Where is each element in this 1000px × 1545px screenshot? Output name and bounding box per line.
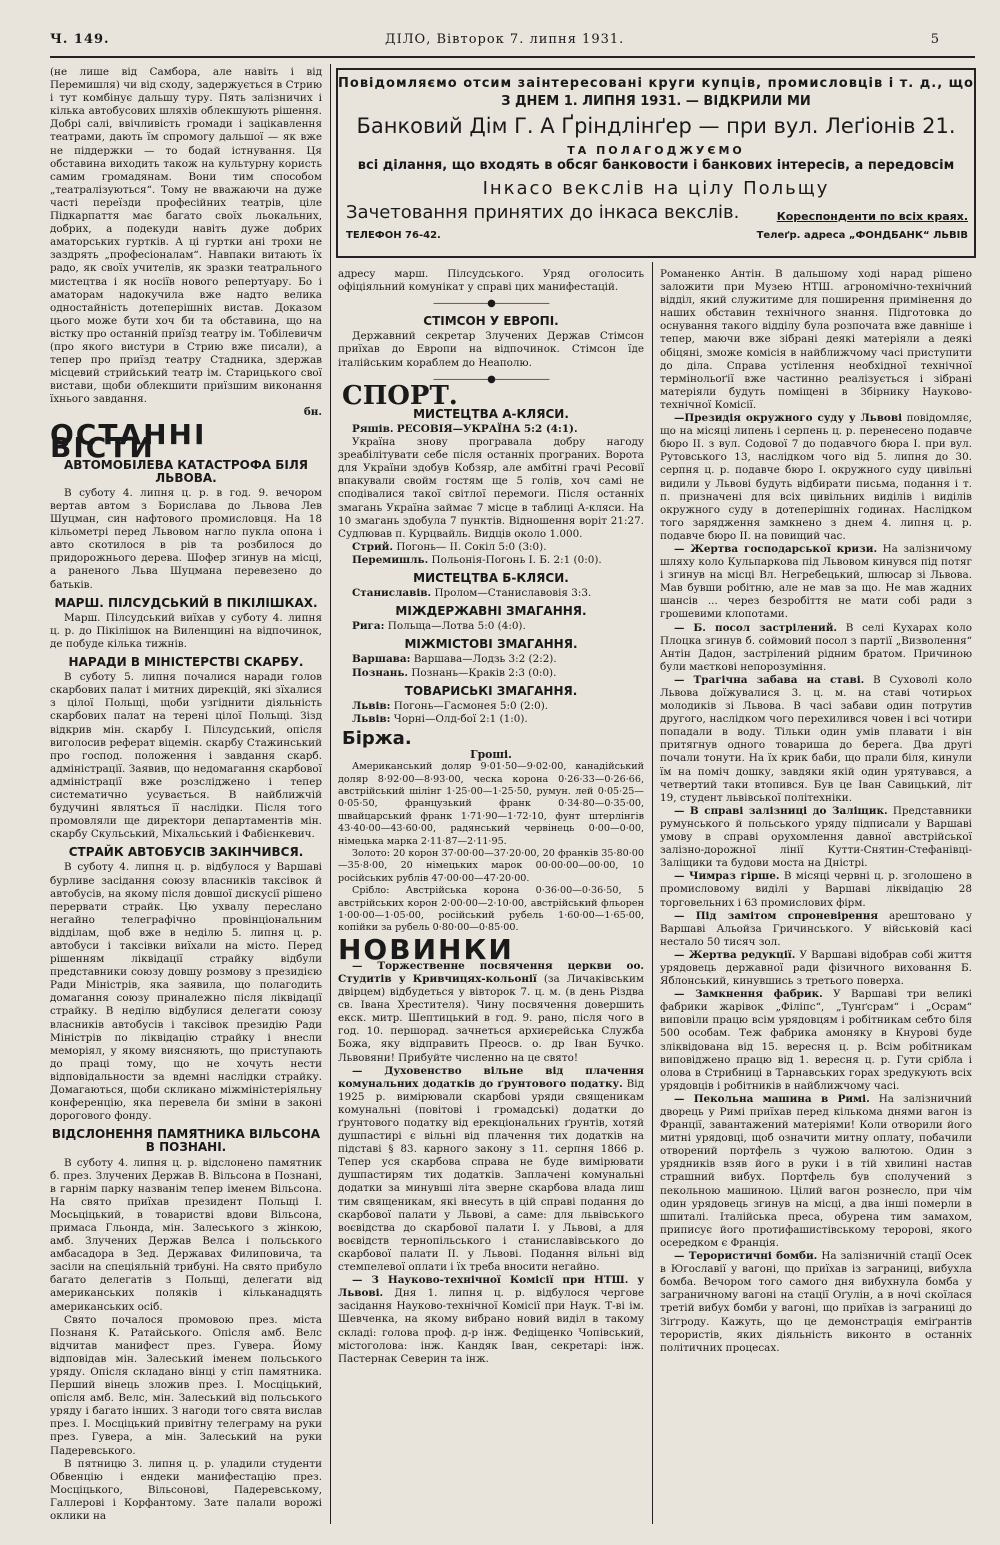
exchange-money: Американський доляр 9·01·50—9·02·00, канадійський доляр 8·92·00—8·93·00, ческа корона 0·26·33—0·26·66, австрійський шілінг 1·25·00—1·25·50, румун. лей 0·05·25—0·05·50, французький франк 0·34·80—0·35·00, швайцарський франк 1·71·90—1·72·10, фунт штерлінгів 43·40·00—43·60·00, радянський червінець 0·00—0·00, німецька марка 2·11·87—2·11·95. <box>338 761 644 847</box>
article-body: В суботу 4. липня ц. р. відслонено памятник б. през. Злучених Держав В. Вільсона в Познані, в гарнім парку названім тепер іменем Вільсона. На свято приїхав президент Польщі І. Мосьціцький, в товаристві вдови Вільсона, примаса Гльонда, мін. Залеського з жінкою, амб. Злучених Держав Велса і польського амбасадора в Зед. Державах Филиповича, та засіли на спеціяльній трибуні. На свято прибуло багато делегатів з Польщі, делегати від американських поляків і кільканадцять американських осіб. <box>50 1156 322 1313</box>
sport-section-title: ТОВАРИСЬКІ ЗМАГАННЯ. <box>404 683 578 698</box>
sport-section-title: МИСТЕЦТВА А-КЛЯСИ. <box>413 406 569 421</box>
ad-line-7: Зачетовання принятих до інкаса векслів. <box>346 202 740 223</box>
news-item: — Чимраз гірше. В місяці червні ц. р. зголошено в промисловому виділі у Варшаві ліквідацію 28 торговельних і 63 промислових фірм. <box>660 870 972 909</box>
bank-advertisement <box>336 68 976 258</box>
sport-section-title: МІЖМІСТОВІ ЗМАГАННЯ. <box>404 637 578 652</box>
ornament-divider: ——————●—————— <box>433 298 549 310</box>
match-result: Станиславів. Пролом—Станиславовія 3:3. <box>352 587 592 600</box>
exchange-subheading: Гроші. <box>470 748 512 761</box>
ad-line-2: З ДНЕМ 1. ЛИПНЯ 1931. — ВІДКРИЛИ МИ <box>501 94 811 109</box>
article-body: Свято почалося промовою през. міста Познаня К. Ратайського. Опісля амб. Велс відчитав манифест през. Гувера. Йому відповідав мін. Залеський іменем польського уряду. Опісля складано вінці у стіп памятника. Перший вінець зложив през. І. Мосціцький, опісля амб. Велс, мін. Залеський від польського уряду і багато інших. З нагоди того свята вислав през. І. Мосціцький привітну телеграму на руки през. Гувера, а мін. Залеський на руки Падеревського. <box>50 1313 322 1457</box>
ad-phone: ТЕЛЕФОН 76-42. <box>346 230 441 241</box>
match-result: Варшава: Варшава—Лодзь 3:2 (2:2). <box>352 653 557 666</box>
article-title: АВТОМОБІЛЕВА КАТАСТРОФА БІЛЯ ЛЬВОВА. <box>63 457 309 485</box>
news-item: — Трагічна забава на ставі. В Суховолі коло Львова доїжувалися 3. ц. м. на ставі чотирьох молодиків зі Львова. В часі забави один потрутив другого, наслідком чого перехилився човен і всі чотири попадали в воду. Тільки один умів плавати і він притягнув одного товариша до берега. Два другі почали тонути. На їх крик баби, що прали біля, кинули їм на поміч дошку, завдяки якій один урятувався, а четвертий таки втопився. Був це Іван Савицький, літ 19, студент львівської політехніки. <box>660 673 972 804</box>
ad-correspondents: Кореспонденти по всіх краях. <box>776 210 968 223</box>
sport-section-title: МІЖДЕРЖАВНІ ЗМАГАННЯ. <box>395 604 587 619</box>
match-result: Рига: Польща—Лотва 5:0 (4:0). <box>352 620 526 633</box>
match-result: Познань. Познань—Краків 2:3 (0:0). <box>352 666 557 679</box>
sport-section-title: МИСТЕЦТВА Б-КЛЯСИ. <box>413 570 569 585</box>
novynky-heading: НОВИНКИ <box>338 932 514 966</box>
issue-number: Ч. 149. <box>50 32 110 47</box>
article-body: В суботу 4. липня ц. р. відбулося у Варшаві бурливе засідання союзу власників таксівок й автобусів, на якому після довшої дискусії рішено перервати страйк. Цю ухвалу переслано негайно телеграфічно провінціональним відділам, щоб вже в неділю 5. липня ц. р. автобуси і таксівки виїхали на місто. Перед рішенням ліквідації страйку відбули представники союзу довшу розмову з президією Ради Міністрів, яка заявила, що полагодить домагання союзу приналежно після ліквідації страйку. В неділю відбулися делегати союзу власників автобусів і таксівок президію Ради Міністрів по ліквідацію страйку і внесли меморіял, у якому виясняють, що приступають до праці тому, що не хочуть нести відповідальности за вдемні наслідки страйку. Домагаються, щоби скликано міжміністеріяльну конференцію, яка перевела би зміни в законі дорогового фонду. <box>50 861 322 1123</box>
intro-signature: бн. <box>303 406 322 419</box>
header-rule <box>50 56 975 58</box>
column-2 <box>338 268 644 1536</box>
article-title: МАРШ. ПІЛСУДСЬКИЙ В ПІКІЛІШКАХ. <box>54 595 318 610</box>
article-body: Марш. Пілсудський виїхав у суботу 4. липня ц. р. до Пікілішок на Виленщині на відпочинок, де побуде кілька тижнів. <box>50 611 322 650</box>
match-result: Перемишль. Польонія-Погонь І. Б. 2:1 (0:0). <box>352 553 602 566</box>
latest-news-heading: ОСТАННІ ВІСТИ <box>50 417 207 464</box>
ad-line-5: всі ділання, що входять в обсяг банковости і банкових інтересів, а передовсім <box>357 158 955 173</box>
news-item: — З Науково-технічної Комісії при НТШ. у Львові. Дня 1. липня ц. р. відбулося чергове засідання Науково-технічної Комісії при Наук. Т-ві ім. Шевченка, на якому вибрано новий виділ в такому складі: голова проф. д-р інж. Федіщенко Чопівський, містоголова: інж. Кандяк Іван, секретарі: інж. Пастернак Северин та інж. <box>338 1274 644 1365</box>
match-result: Стрий. Погонь— ІІ. Сокіл 5:0 (3:0). <box>352 540 547 553</box>
article-body: Україна знову програвала добру нагоду зреабілітувати себе після останніх програних. Ворота для України здобув Кобзяр, але амбітні грачі Ресовії впакували свойм гостям ще 5 голів, хоч самі не сподівалися такої світлої перемоги. Після останніх змагань Україна займає 7 місце в таблиці А-кляси. На 10 змагань здобула 7 пунктів. Відношення воріт 21:27. Судлював п. Курцвайль. Видців около 1.000. <box>338 436 644 540</box>
ad-line-4: ТА ПОЛАГОДЖУЄМО <box>567 144 745 157</box>
ad-line-1: Повідомляємо отсим заінтересовані круги купців, промисловців і т. д., що <box>338 76 974 91</box>
column-1 <box>50 66 322 1536</box>
news-item: — Терористичні бомби. На залізничній стації Осек в Югославії у вагоні, що приїхав із заграниці, вибухла бомба. Вечором того самого дня вибухнула бомба у заграничному вагоні на стації Оґулін, а в ночі скоїлася третій вибух бомби у вагоні, що приїхав із заграниці до Зіґгроду. Кажуть, що це демонстрація еміґрантів терористів, яких діяльність виконто в останніх політичних процесах. <box>660 1250 972 1354</box>
column-3 <box>660 268 972 1536</box>
intro-paragraph: (не лише від Самбора, але навіть і від Перемишля) чи від сходу, задержується в Стрию і тут комбінує дальшу туру. Пять залізничих і кілька автобусових шляхів облекшують рішення. Добрі салі, ввічливість громади і зацікавлення театрами, дають їм спромогу дальшої — як вже не піддержки — то бодай істнування. Ця обставина виходить також на культурну користь самим громадянам. Вони тим способом „театралізуються“. Тому не вважаючи на дуже часті переїзди професійних театрів, ціле Підкарпаття має багато своїх льокальних, добрих, а подекуди навіть дуже добрих аматорських гуртків. А ці гуртки ані трохи не заздрять „професіоналам“. Навпаки витають їх радо, як своїх учителів, як зразки театрального мистецтва і як носіїв нового репертуару. Бо і аматорам надокучила вже надто велика одностайність дотеперішніх вистав. Доказом цього може бути хоч би та обставина, що на вістку про останній приїзд театру ім. Тобілевичм (про якого вистури в Стрию вже писали), а тепер про приїзд театру Стадника, здержав місцевий стрийський театр ім. Старицького свої вистави, щоби облекшити приїзшим виконання їхнього завдання. <box>50 66 322 406</box>
ad-inkaso: Інкасо векслів на цілу Польщу <box>482 178 830 199</box>
news-item: — Жертва господарської кризи. На залізничому шляху коло Кульпаркова під Львовом кинувся під потяг і згинув на місці Вл. Негребецький, шлюсар зі Львова. Мав бувши робітню, але не мав за що. Не мав жадних шансів ... через безробіття не мати собі ради з грошевими клопотами. <box>660 542 972 621</box>
news-item: — Замкнення фабрик. У Варшаві три великі фабрики жарівок „Філіпс“, „Тунґсрам“ і „Осрам“ виповіли працю всім урядовцям і робітникам себто біля 500 особам. Теж фабрика амоняку в Кнурові буде зліквідована від 15. вересня ц. р. Всім робітникам виповіджено працю від 1. вересня ц. р. Гути срібла і олова в Стрибниці в Тарнавських горах зредукують всіх урядовців і робітників в найближчому часі. <box>660 988 972 1092</box>
exchange-gold: Золото: 20 корон 37·00·00—37·20·00, 20 франків 35·80·00—35·8·00, 20 німецьких марок 00·00·00—00·00, 10 російських рублів 47·00·00—47·20·00. <box>338 847 644 884</box>
news-item: — Під замітом спроневірення арештовано у Варшаві Альойза Гричинського. У військовій касі нестало 50 тисяч зол. <box>660 909 972 948</box>
ornament-divider: ——————●—————— <box>433 373 549 385</box>
column-divider-left <box>330 64 331 1524</box>
match-result: Львів: Погонь—Гасмонея 5:0 (2:0). <box>352 699 549 712</box>
article-title: НАРАДИ В МІНІСТЕРСТВІ СКАРБУ. <box>68 655 304 670</box>
exchange-silver: Срібло: Австрійська корона 0·36·00—0·36·50, 5 австрійських корон 2·00·00—2·10·00, австрійський фльорен 1·00·00—1·05·00, російський рубель 1·60·00—1·65·00, копійки за рубель 0·80·00—0·85·00. <box>338 885 644 934</box>
article-body: В суботу 4. липня ц. р. в год. 9. вечором вертав автом з Борислава до Львова Лев Шуцман, син нафтового промисловця. На 18 кільометрі перед Львовом нагло пукла опона і авто скотилося в рів та розбилося до придорожнього дерева. Шофер згинув на місці, а раненого Льва Шуцмана перевезено до батьків. <box>50 486 322 591</box>
news-item: — Пекольна машина в Римі. На залізничний дворець у Римі приїхав перед кількома днями вагон із Франції, завантажений матеріями! Коли отворили його митні урядовці, щоб означити митну оплату, побачили отворений портфель з чужою валютою. Один з урядників взяв його в руки і в тій хвилині настав страшний вибух. Портфель був сполучений з пекольною машиною. Цілий вагон рознесло, при чім один урядовець згинув на місці, а два інші померли в шпиталі. Італійська преса, обурена тим замахом, приписує його протифашистівському теророві, якого осередком є Франція. <box>660 1092 972 1249</box>
news-item: — В справі залізниці до Заліщик. Представники румунського й польського уряду підписали у Варшаві умову в справі орухомлення давної австрійської залізно-дорожної лінії Кутти-Снятин-Стефанівці-Заліщики та будови моста на Дністрі. <box>660 804 972 870</box>
news-item: — Духовенство вільне від плачення комунальних додатків до ґрунтового податку. Від 1925 р. вимірювали скарбові уряди священикам комунальні (повітові і громадські) додатки до ґрунтового податку від ерекціональних ґрунтів, хотяй душпастирі є вільні від плачення тих додатків на підставі § 83. карного закону з 11. серпня 1866 р. Тепер уся скарбова справа не буде вимірювати душпастирям тих додатків. Заплачені комунальні додатки за минувші літа зверне скарбова влада лиш тим священикам, які внесуть в цій справі подання до скарбової палати у Львові, а саме: для львівського воєвідства до скарбової палати І. у Львові, а для воєвідств тернопільського і станиславівського до скарбової палати ІІ. у Львові. Подання вільні від стемпелевої оплати і їх треба вносити негайно. <box>338 1064 644 1274</box>
article-body: В пятницю 3. липня ц. р. уладили студенти Обвенцію і ендеки манифестацію през. Мосціцького, Вільсонові, Падеревському, Галлерові і Корфантому. Зате палали ворожі оклики на <box>50 1457 322 1523</box>
column-divider-right <box>652 262 653 1524</box>
match-result: Ряшів. РЕСОВІЯ—УКРАЇНА 5:2 (4:1). <box>352 422 578 435</box>
news-item: — Торжественне посвячення церкви оо. Студитів у Кривчицях-кольонії (за Личаківським двірцем) відбудеться у вівторок 7. ц. м. (в день Різдва св. Івана Хрестителя). Чину посвячення довершить екск. митр. Шептицький в год. 9. рано, після чого в год. 10. першорад. зачнеться архиєрейська Служба Божа, яку відправить Преосв. о. др Іван Бучко. Львовяни! Прибуйте численно на це свято! <box>338 959 644 1064</box>
ad-telegraph: Телеґр. адреса „ФОНДБАНК“ ЛЬВІВ <box>756 230 968 241</box>
article-body: В суботу 5. липня почалися наради голов скарбових палат і митних дирекцій, які зїхалися з цілої Польщі, щоби узгіднити діяльність скарбових палат на терені цілої Польщі. Зізд відкрив мін. скарбу І. Пілсудський, опісля виголосив реферат віцемін. скарбу Стажинський про господ. положення і завдання скарб. адміністрації. Заявив, що недомагання скарбової адміністрації вже розсліджено і тепер систематично усувається. В найближчій будучині являться її наслідки. Після того промовляли ще директори департаментів мін. скарбу Скульський, Міхальський і Фабієнкевич. <box>50 671 322 841</box>
page-header <box>50 32 940 54</box>
article-body: Державний секретар Злучених Держав Стімсон приїхав до Европи на відпочинок. Стімсон їде італійським кораблем до Неаполю. <box>338 330 644 369</box>
intro-paragraph: адресу марш. Пілсудського. Уряд оголосить офіціяльний комунікат у справі цих манифестацій. <box>338 268 644 294</box>
news-item: — Б. посол застрілений. В селі Кухарах коло Плоцка згинув б. соймовий посол з партії „Визволення“ Антін Дадон, застрілений рідним братом. Причиною були маєткові непорозуміння. <box>660 621 972 673</box>
sport-heading: СПОРТ. <box>342 380 458 411</box>
article-title: ВІДСЛОНЕННЯ ПАМЯТНИКА ВІЛЬСОНА В ПОЗНАНІ. <box>51 1127 321 1155</box>
match-result: Львів: Чорні—Олд-бої 2:1 (1:0). <box>352 712 528 725</box>
intro-paragraph: Романенко Антін. В дальшому ході нарад рішено заложити при Музею НТШ. агрономічно-технічний відділ, який служитиме для поширення примінення до наших обставин технічного знання. Підготовка до оснування такого відділу була розпочата вже давніше і тепер, маючи вже зібрані деякі матеріяли а деякі обіцяні, зможе комісія в найближчому часі приступити до діла. Справа устілення необхідної технічної термінольоґії вже частинно реалізується і зібрані матеріяли будуть поміщені в Збірнику Науково-технічної Комісії. <box>660 268 972 411</box>
article-title: СТРАЙК АВТОБУСІВ ЗАКІНЧИВСЯ. <box>68 845 304 860</box>
masthead-date: ДІЛО, Вівторок 7. липня 1931. <box>385 32 625 47</box>
news-item: —Президія окружного суду у Львові повідомляє, що на місяці липень і серпень ц. р. перенесено подавче бюро ІІ. з вул. Содової 7 до подавчого бюра І. при вул. Рутовського 13, наслідком чого від 5. липня до 30. серпня ц. р. подавче бюро І. окружного суду цивільні видили у Львові будуть відбирати письма, подання і т. п. призначені для всіх цивільних виділів і виділів окружного суду в дотеперішніх годинах. Наслідком того зарядження замкнено з днем 4. липня ц. р. подавче бюро ІІ. на повищий час. <box>660 412 972 542</box>
page-number: 5 <box>930 32 940 47</box>
article-title: СТІМСОН У ЕВРОПІ. <box>423 314 559 329</box>
ad-bank-name: Банковий Дім Г. А Ґріндлінґер — при вул. Леґіонів 21. <box>356 114 956 138</box>
news-item: — Жертва редукції. У Варшаві відобрав собі життя урядовець державної ради фізичного виховання Б. Яблонський, кинувшись з третього поверха. <box>660 948 972 988</box>
exchange-heading: Біржа. <box>342 727 412 749</box>
